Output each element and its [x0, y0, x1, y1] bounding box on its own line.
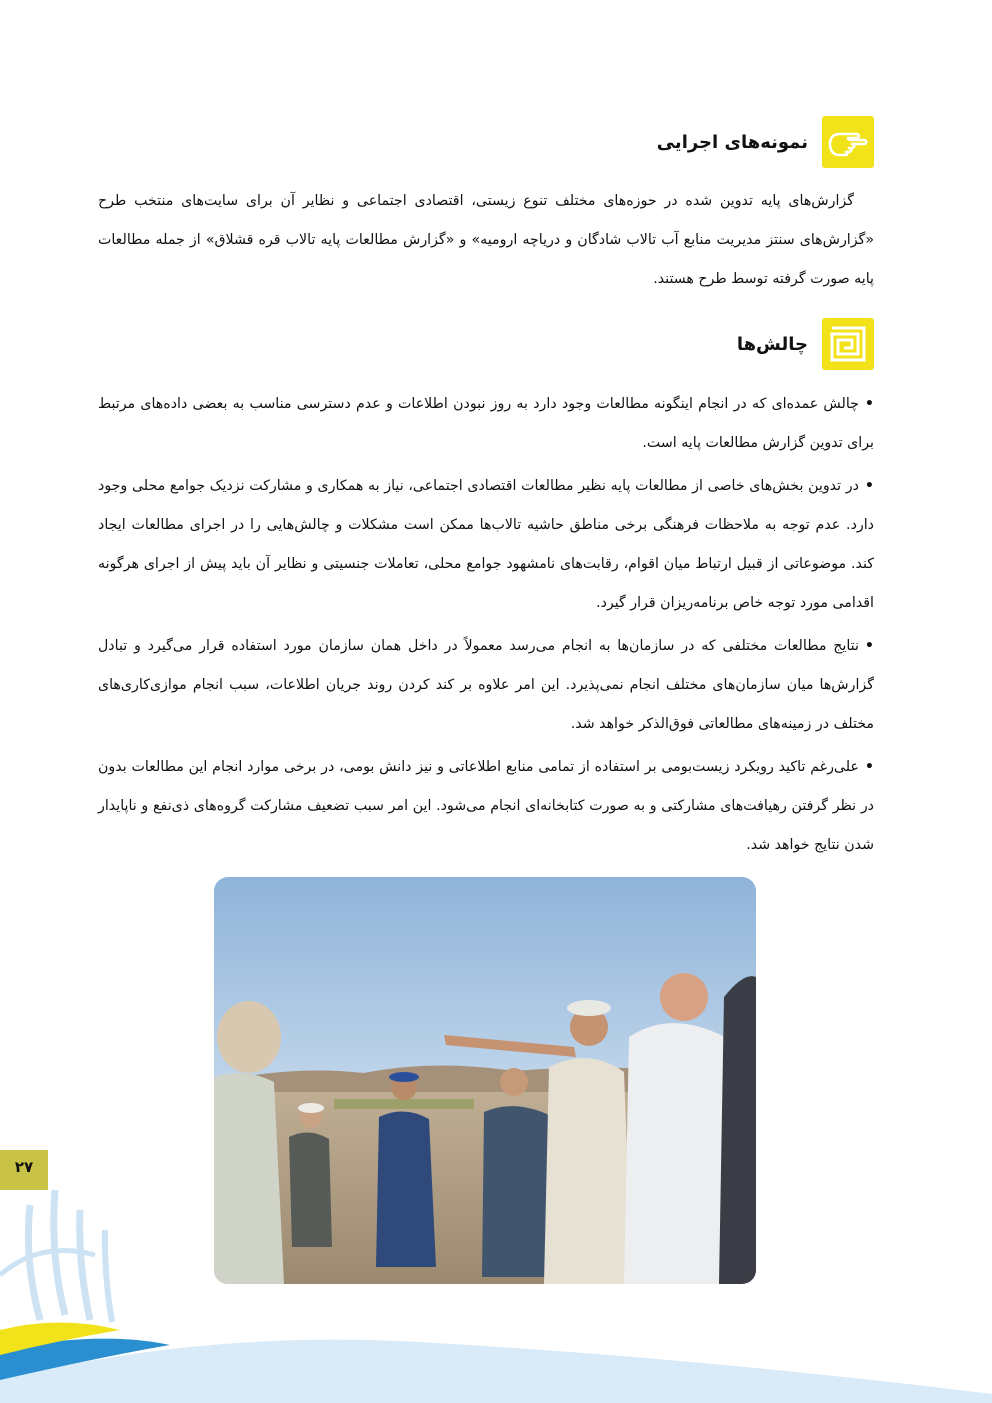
- pointing-hand-icon: [822, 116, 874, 168]
- challenges-list: [98, 385, 874, 869]
- section-title: چالش‌ها: [736, 333, 808, 355]
- maze-icon: [822, 318, 874, 370]
- page-number: ۲۷: [14, 1158, 34, 1176]
- bullet-text: نتایج مطالعات مختلفی که در سازمان‌ها به انجام می‌رسد معمولاً در داخل همان سازمان مورد استفاده قرار می‌گیرد و تبادل گزارش‌ها میان سازمان‌های مختلف انجام نمی‌پذیرد. این امر علاوه بر کند کردن روند جریان اطلاعات، سبب انجام موازی‌کاری‌های مختلف در زمینه‌های مطالعاتی فوق‌الذکر خواهد شد.: [98, 638, 874, 732]
- list-item: [98, 748, 874, 865]
- bullet-text: علی‌رغم تاکید رویکرد زیست‌بومی بر استفاده از تمامی منابع اطلاعاتی و نیز دانش بومی، در برخی موارد انجام این مطالعات بدون در نظر گرفتن رهیافت‌های مشارکتی و به صورت کتابخانه‌ای انجام می‌شود. این امر سبب تضعیف مشارکت گروه‌های ذی‌نفع و ناپایدار شدن نتایج خواهد شد.: [98, 759, 874, 853]
- bullet-marker: •: [864, 396, 874, 412]
- section-header-challenges: [737, 318, 874, 370]
- bullet-text: در تدوین بخش‌های خاصی از مطالعات پایه نظیر مطالعات اقتصادی اجتماعی، نیاز به همکاری و مشارکت نزدیک جوامع محلی وجود دارد. عدم توجه به ملاحظات فرهنگی برخی مناطق حاشیه تالاب‌ها ممکن است مشکلات و چالش‌هایی را در اجرای مطالعات ایجاد کند. موضوعاتی از قبیل ارتباط میان اقوام، رقابت‌های نامشهود جوامع محلی، تعاملات جنسیتی و نظایر آن باید پیش از اجرای هرگونه اقدامی مورد توجه خاص برنامه‌ریزان قرار گیرد.: [98, 478, 874, 611]
- bullet-marker: •: [864, 478, 874, 494]
- list-item: [98, 385, 874, 463]
- bullet-marker: •: [864, 759, 874, 775]
- bullet-marker: •: [864, 638, 874, 654]
- list-item: [98, 627, 874, 744]
- list-item: [98, 467, 874, 623]
- section-header-examples: [657, 116, 874, 168]
- intro-paragraph: گزارش‌های پایه تدوین شده در حوزه‌های مختلف تنوع زیستی، اقتصادی اجتماعی و نظایر آن برای سایت‌های منتخب طرح «گزارش‌های سنتز مدیریت منابع آب تالاب شادگان و دریاچه ارومیه» و «گزارش مطالعات پایه تالاب قره قشلاق» از جمله مطالعات پایه صورت گرفته توسط طرح هستند.: [98, 193, 874, 287]
- decorative-wave-logo-icon: [0, 1180, 992, 1403]
- section-title: نمونه‌های اجرایی: [656, 131, 808, 153]
- bullet-text: چالش عمده‌ای که در انجام اینگونه مطالعات وجود دارد به روز نبودن اطلاعات و عدم دسترسی مناسب به بعضی داده‌های مرتبط برای تدوین گزارش مطالعات پایه است.: [98, 396, 874, 451]
